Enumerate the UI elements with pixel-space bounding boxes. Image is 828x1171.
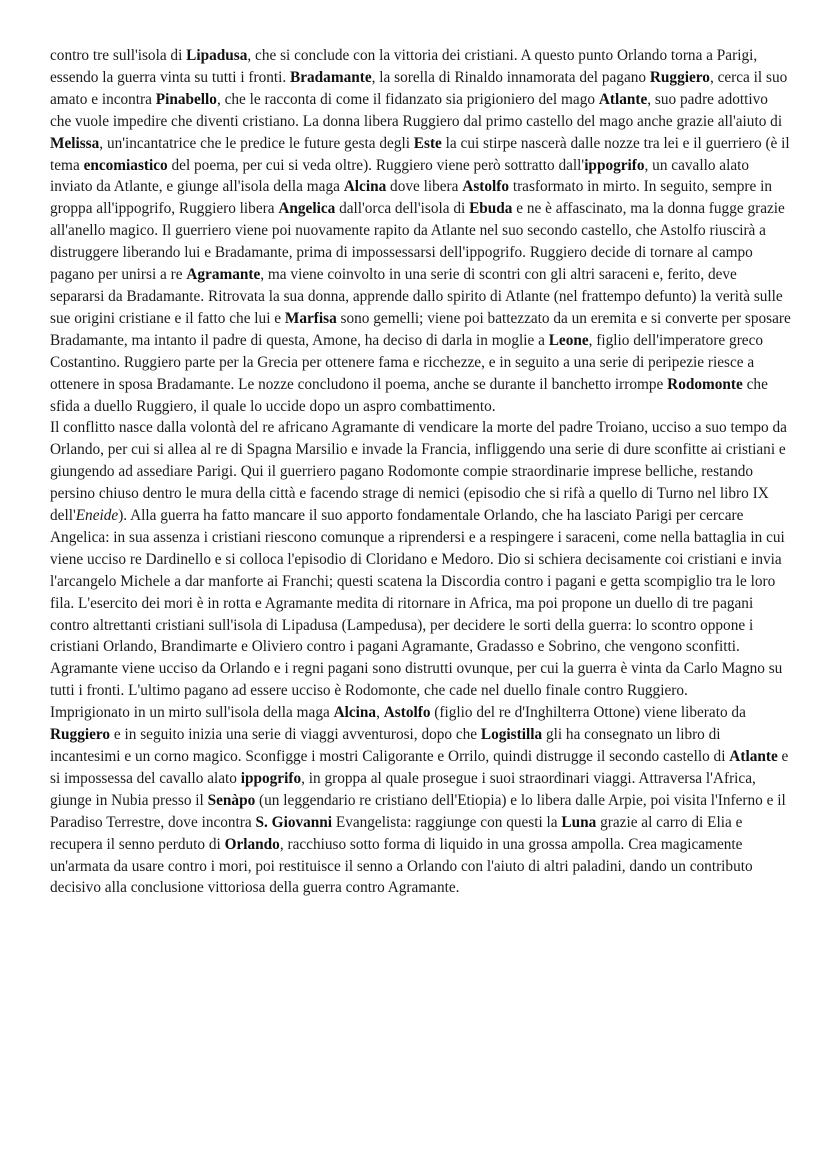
bold-term: Alcina — [343, 178, 387, 196]
document-page — [50, 45, 792, 899]
text-run: la cui stirpe nascerà dalle nozze tra lei e il guerriero (è il tema — [50, 134, 790, 174]
bold-term: Bradamante — [290, 68, 372, 86]
text-run: (un leggendario re cristiano dell'Etiopia) e lo libera dalle Arpie, poi visita l'Inferno e il Paradiso Terrestre, dove incontra — [50, 791, 786, 831]
text-run: Il conflitto nasce dalla volontà del re africano Agramante di vendicare la morte del padre Troiano, ucciso a suo tempo da Orlando, per cui si allea al re di Spagna Marsilio e invade la Francia, infliggendo una serie di dure sconfitte ai cristiani e giungendo ad assediare Parigi. Qui il guerriero pagano Rodomonte compie straordinarie imprese belliche, restando persino chiuso dentro le mura della città e facendo strage di nemici (episodio che si rifà a quello di Turno nel libro IX dell' — [50, 419, 787, 525]
bold-term: Leone — [548, 331, 589, 349]
bold-term: Rodomonte — [667, 375, 743, 393]
text-run: che sfida a duello Ruggiero, il quale lo uccide dopo un aspro combattimento. — [50, 375, 768, 415]
paragraph — [50, 417, 792, 702]
bold-term: Ruggiero — [649, 68, 710, 86]
bold-term: S. Giovanni — [255, 813, 333, 831]
bold-term: Atlante — [598, 90, 648, 108]
bold-term: Alcina — [333, 704, 377, 722]
text-run: , ma viene coinvolto in una serie di scontri con gli altri saraceni e, ferito, deve separarsi da Bradamante. Ritrovata la sua donna, apprende dallo spirito di Atlante (nel frattempo defunto) la verità sulle sue origini cristiane e il fatto che lui e — [50, 266, 783, 327]
bold-term: Astolfo — [383, 704, 431, 722]
text-run: , suo padre adottivo che vuole impedire che diventi cristiano. La donna libera Ruggiero dal primo castello del mago anche grazie all'aiuto di — [50, 90, 783, 130]
bold-term: Atlante — [729, 748, 778, 765]
text-run: e in seguito inizia una serie di viaggi avventurosi, dopo che — [110, 726, 481, 744]
bold-term: encomiastico — [83, 156, 168, 174]
bold-term: Ebuda — [469, 200, 513, 218]
bold-term: Logistilla — [480, 726, 543, 744]
bold-term: Senàpo — [207, 791, 256, 809]
text-run: dall'orca dell'isola di — [335, 200, 470, 218]
bold-term: ippogrifo — [240, 769, 302, 787]
paragraph — [50, 702, 792, 899]
text-run: , cerca il suo amato e incontra — [50, 68, 788, 108]
bold-term: Melissa — [50, 134, 100, 152]
text-run: grazie al carro di Elia e recupera il senno perduto di — [50, 813, 743, 853]
bold-term: Angelica — [278, 200, 336, 218]
text-run: Evangelista: raggiunge con questi la — [332, 813, 562, 831]
text-run: , che si conclude con la vittoria dei cristiani. A questo punto Orlando torna a Parigi, essendo la guerra vinta su tutti i fronti. — [50, 47, 758, 86]
bold-term: ippogrifo — [584, 156, 645, 174]
bold-term: Este — [413, 134, 442, 152]
text-run: , la sorella di Rinaldo innamorata del pagano — [371, 68, 650, 86]
text-run: trasformato in mirto. In seguito, sempre in groppa all'ippogrifo, Ruggiero libera — [50, 178, 772, 218]
text-run: , — [376, 704, 384, 722]
bold-term: Astolfo — [462, 178, 510, 196]
bold-term: Orlando — [224, 835, 280, 853]
paragraph — [50, 45, 792, 417]
bold-term: Pinabello — [155, 90, 217, 108]
text-run: (figlio del re d'Inghilterra Ottone) viene liberato da — [430, 704, 746, 722]
bold-term: Ruggiero — [50, 726, 111, 744]
text-run: , che le racconta di come il fidanzato sia prigioniero del mago — [216, 90, 599, 108]
text-run: , racchiuso sotto forma di liquido in una grossa ampolla. Crea magicamente un'armata da usare contro i mori, poi restituisce il senno a Orlando con l'aiuto di altri paladini, dando un contributo decisivo alla conclusione vittoriosa della guerra contro Agramante. — [50, 835, 753, 897]
bold-term: Agramante — [186, 266, 261, 284]
bold-term: Lipadusa — [186, 47, 248, 64]
text-run: gli ha consegnato un libro di incantesimi e un corno magico. Sconfigge i mostri Caligorante e Orrilo, quindi distrugge il secondo castello di — [50, 726, 730, 765]
text-run: e si impossessa del cavallo alato — [50, 748, 789, 787]
text-run: e ne è affascinato, ma la donna fugge grazie all'anello magico. Il guerriero viene poi nuovamente rapito da Atlante nel suo secondo castello, che Astolfo riuscirà a distruggere liberando lui e Bradamante, prima di impossessarsi dell'ippogrifo. Ruggiero decide di tornare al campo pagano per unirsi a re — [50, 200, 785, 284]
text-run: , un cavallo alato inviato da Atlante, e giunge all'isola della maga — [50, 156, 750, 196]
text-run: contro tre sull'isola di — [50, 47, 187, 64]
bold-term: Luna — [561, 813, 597, 831]
text-run: , figlio dell'imperatore greco Costantino. Ruggiero parte per la Grecia per ottenere fama e ricchezze, e in seguito a una serie di peripezie riesce a ottenere in sposa Bradamante. Le nozze concludono il poema, anche se durante il banchetto irrompe — [50, 331, 764, 393]
bold-term: Marfisa — [284, 309, 337, 327]
text-run: , un'incantatrice che le predice le future gesta degli — [99, 134, 414, 152]
text-run: dove libera — [386, 178, 463, 196]
text-run: Imprigionato in un mirto sull'isola della maga — [50, 704, 334, 722]
italic-title: Eneide — [75, 507, 119, 525]
text-run: del poema, per cui si veda oltre). Ruggiero viene però sottratto dall' — [167, 156, 585, 174]
text-run: , in groppa al quale prosegue i suoi straordinari viaggi. Attraversa l'Africa, giunge in Nubia presso il — [50, 769, 756, 809]
text-run: sono gemelli; viene poi battezzato da un eremita e si converte per sposare Bradamante, ma intanto il padre di questa, Amone, ha deciso di darla in moglie a — [50, 309, 791, 349]
text-run: ). Alla guerra ha fatto mancare il suo apporto fondamentale Orlando, che ha lasciato Parigi per cercare Angelica: in sua assenza i cristiani riescono comunque a riprendersi e a respingere i saraceni, come nella battaglia in cui viene ucciso re Dardinello e si colloca l'episodio di Cloridano e Medoro. Dio si schiera decisamente coi cristiani e invia l'arcangelo Michele a dar manforte ai Franchi; questi scatena la Discordia contro i pagani e getta scompiglio tra le loro fila. L'esercito dei mori è in rotta e Agramante medita di ritornare in Africa, ma poi propone un duello di tre pagani contro altrettanti cristiani sull'isola di Lipadusa (Lampedusa), per decidere le sorti della guerra: lo scontro oppone i cristiani Orlando, Brandimarte e Oliviero contro i pagani Agramante, Gradasso e Sobrino, che vengono sconfitti. Agramante viene ucciso da Orlando e i regni pagani sono distrutti ovunque, per cui la guerra è vinta da Carlo Magno su tutti i fronti. L'ultimo pagano ad essere ucciso è Rodomonte, che cade nel duello finale contro Ruggiero. — [50, 507, 785, 700]
